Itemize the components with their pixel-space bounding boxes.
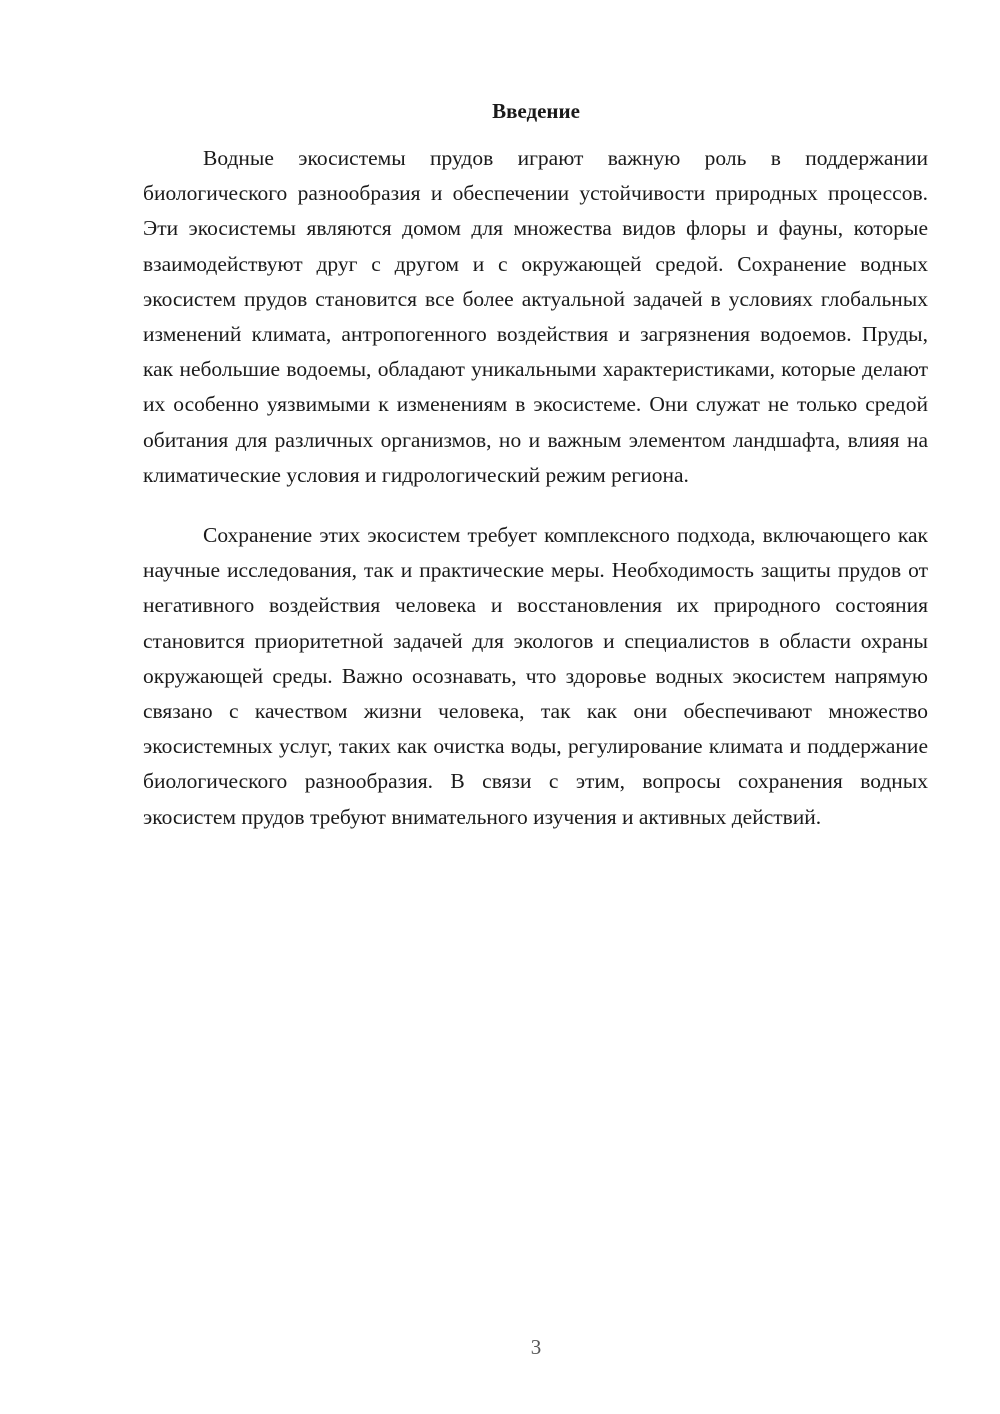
page-number: 3 bbox=[530, 1335, 542, 1359]
paragraph-1: Водные экосистемы прудов играют важную роль в поддержании биологического разнообразия и обеспечении устойчивости природных процессов. Эти экосистемы являются домом для множества видов флоры и фауны, которые взаимодействуют друг с другом и с окружающей средой. Сохранение водных экосистем прудов становится все более актуальной задачей в условиях глобальных изменений климата, антропогенного воздействия и загрязнения водоемов. Пруды, как небольшие водоемы, обладают уникальными характеристиками, которые делают их особенно уязвимыми к изменениям в экосистеме. Они служат не только средой обитания для различных организмов, но и важным элементом ландшафта, влияя на климатические условия и гидрологический режим региона. bbox=[143, 146, 928, 487]
paragraph-2: Сохранение этих экосистем требует комплексного подхода, включающего как научные исследования, так и практические меры. Необходимость защиты прудов от негативного воздействия человека и восстановления их природного состояния становится приоритетной задачей для экологов и специалистов в области охраны окружающей среды. Важно осознавать, что здоровье водных экосистем напрямую связано с качеством жизни человека, так как они обеспечивают множество экосистемных услуг, таких как очистка воды, регулирование климата и поддержание биологического разнообразия. В связи с этим, вопросы сохранения водных экосистем прудов требуют внимательного изучения и активных действий. bbox=[143, 523, 928, 829]
body-text bbox=[143, 141, 928, 835]
section-heading: Введение bbox=[492, 99, 580, 123]
